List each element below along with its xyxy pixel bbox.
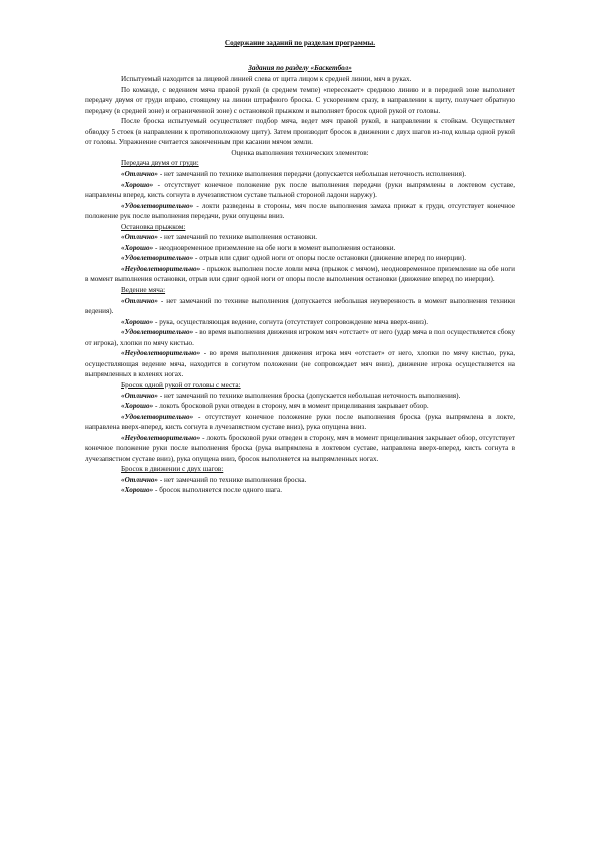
- criterion-text: - прыжок выполнен после ловли мяча (прыжок с мячом), неодновременное приземление на обе ноги в момент выполнения остановки, отрыв или сдвиг одной ноги от опоры после выполнения остановки (движение вперед по инерции).: [85, 264, 515, 284]
- criterion-item: [85, 201, 515, 222]
- grade-label: «Хорошо»: [121, 243, 154, 252]
- criterion-item: [85, 391, 515, 402]
- criterion-item: [85, 253, 515, 264]
- criterion-text: - нет замечаний по технике выполнения броска.: [158, 475, 307, 484]
- intro-paragraph: Испытуемый находится за лицевой линией слева от щита лицом к средней линии, мяч в руках.: [121, 75, 412, 84]
- grade-label: «Хорошо»: [121, 402, 154, 411]
- criterion-text: - нет замечаний по технике выполнения (допускается небольшая неуверенность в момент выполнения техники ведения).: [85, 296, 515, 316]
- criterion-item: [85, 296, 515, 317]
- grade-label: «Удовлетворительно»: [121, 201, 194, 210]
- grade-label: «Неудовлетворительно»: [121, 264, 201, 273]
- grade-label: «Удовлетворительно»: [121, 412, 194, 421]
- criterion-text: - во время выполнения движения игрока мяч «отстает» от него, хлопки по мячу кистью, рука, осуществляющая ведение мяча, находится в согнутом положении (не сопровождает мяч вниз), движение игрока осуществляется на выпрямленных в коленях ногах.: [85, 349, 515, 379]
- criterion-item: [85, 475, 515, 486]
- grade-label: «Отлично»: [121, 391, 159, 400]
- criterion-item: [85, 317, 515, 328]
- grade-label: «Неудовлетворительно»: [121, 433, 201, 442]
- criterion-item: [85, 401, 515, 412]
- grade-label: «Отлично»: [121, 296, 159, 305]
- criterion-item: [85, 412, 515, 433]
- grade-label: «Хорошо»: [121, 486, 154, 495]
- criterion-item: [85, 232, 515, 243]
- criterion-text: - бросок выполняется после одного шага.: [153, 486, 282, 495]
- grade-label: «Отлично»: [121, 475, 159, 484]
- criterion-text: - нет замечаний по технике выполнения броска (допускается небольшая неточность выполнения).: [158, 391, 461, 400]
- criterion-text: - во время выполнения движения игроком мяч «отстает» от него (удар мяча в пол осуществляется сбоку от игрока), хлопки по мячу кистью.: [85, 328, 515, 347]
- intro-paragraph: После броска испытуемый осуществляет подбор мяча, ведет мяч правой рукой, в направлении к стойкам. Осуществляет обводку 5 стоек (в направлении к противоположному щиту). Затем производит бросок в движении с двух шагов из-под кольца одной рукой от головы. Упражнение считается законченным при касании мячом земли.: [85, 117, 515, 147]
- criterion-text: - нет замечаний по технике выполнения передачи (допускается небольшая неточность исполнения).: [158, 170, 467, 179]
- grade-label: «Отлично»: [121, 170, 159, 179]
- grade-label: «Удовлетворительно»: [121, 328, 194, 337]
- grade-label: «Удовлетворительно»: [121, 254, 194, 263]
- grade-label: «Хорошо»: [121, 180, 154, 189]
- criterion-item: [85, 348, 515, 380]
- section-heading: Ведение мяча:: [121, 286, 166, 295]
- section-subtitle: Задания по разделу «Баскетбол»: [248, 63, 352, 72]
- section-heading: Передача двумя от груди:: [121, 159, 199, 168]
- document-body: [85, 38, 515, 496]
- intro-paragraph: По команде, с ведением мяча правой рукой (в среднем темпе) «пересекает» среднюю линию и в передней зоне выполняет передачу двумя от груди вправо, стоящему на линии штрафного броска. С ускорением сразу, в направлении к щиту, получает обратную передачу (в средней зоне) и ограниченной зоне) с остановкой прыжком и выполняет бросок одной рукой от головы.: [85, 85, 515, 115]
- criterion-item: [85, 264, 515, 285]
- criterion-item: [85, 433, 515, 465]
- criterion-item: [85, 169, 515, 180]
- grade-label: «Неудовлетворительно»: [121, 349, 201, 358]
- criterion-text: - отсутствует конечное положение руки после выполнения броска (рука выпрямлена в локте, направлена вверх-вперед, кисть согнута в лучезапястном суставе вниз), рука опущена вниз.: [85, 412, 515, 432]
- section-heading: Остановка прыжком:: [121, 222, 186, 231]
- criterion-item: [85, 327, 515, 348]
- grade-label: «Отлично»: [121, 233, 159, 242]
- section-heading: Бросок в движении с двух шагов:: [121, 465, 224, 474]
- criterion-text: - неодновременное приземление на обе ноги в момент выполнения остановки.: [153, 243, 396, 252]
- criterion-text: - локоть бросковой руки отведен в сторону, мяч в момент прицеливания закрывает обзор.: [153, 402, 429, 411]
- section-heading: Бросок одной рукой от головы с места:: [121, 380, 241, 389]
- criterion-text: - отрыв или сдвиг одной ноги от опоры после остановки (движение вперед по инерции).: [193, 254, 467, 263]
- criterion-text: - локти разведены в стороны, мяч после выполнения замаха прижат к груди, отсутствует конечное положение рук после выполнения передачи, руки опущены вниз.: [85, 201, 515, 221]
- page-title: Содержание заданий по разделам программы.: [224, 39, 376, 47]
- criterion-item: [85, 485, 515, 496]
- criterion-text: - отсутствует конечное положение рук после выполнения передачи (руки выпрямлены в локтевом суставе, направлены вперед, кисть согнута в лучезапястном суставе тыльной стороной ладони наружу).: [85, 180, 515, 200]
- criterion-item: [85, 180, 515, 201]
- criterion-text: - локоть бросковой руки отведен в сторону, мяч в момент прицеливания закрывает обзор, отсутствует конечное положение руки после выполнения броска (рука выпрямлена в локтевом суставе, направлена вверх-вперед, кисть согнута в лучезапястном суставе вниз), рука опущена вниз, бросок выполняется на выпрямленных ногах.: [85, 433, 515, 463]
- grade-label: «Хорошо»: [121, 317, 154, 326]
- criterion-text: - рука, осуществляющая ведение, согнута (отсутствует сопровождение мяча вверх-вниз).: [153, 317, 428, 326]
- assessment-heading: Оценка выполнения технических элементов:: [231, 148, 369, 157]
- criterion-text: - нет замечаний по технике выполнения остановки.: [158, 233, 318, 242]
- criterion-item: [85, 243, 515, 254]
